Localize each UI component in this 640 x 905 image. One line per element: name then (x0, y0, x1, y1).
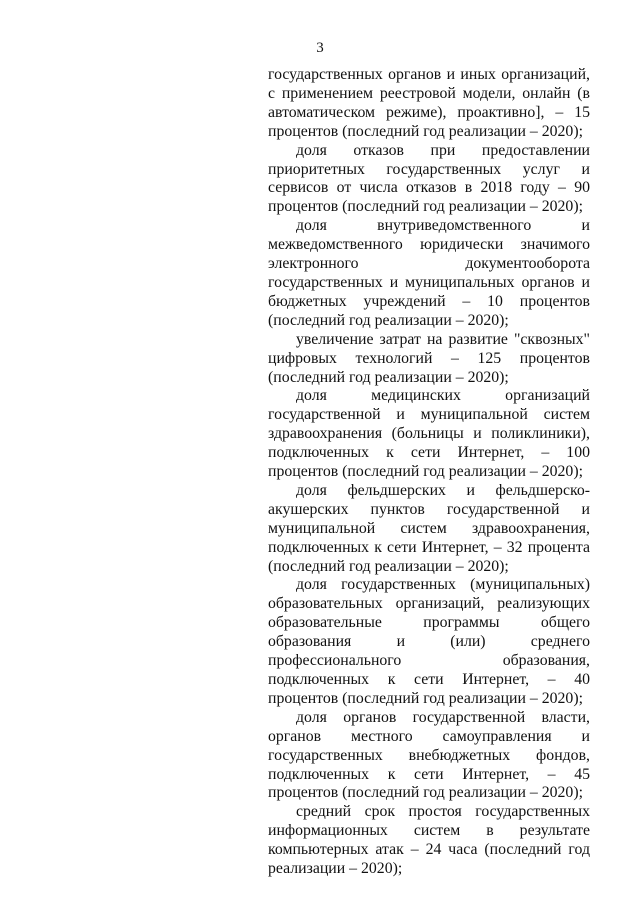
paragraph-downtime-average: средний срок простоя государственных информационных систем в результате компьютерных атак – 24 часа (последний год реализации – 2020); (268, 803, 590, 878)
paragraph-medical-orgs-share: доля медицинских организаций государственной и муниципальной систем здравоохранения (больницы и поликлиники), подключенных к сети Интернет, – 100 процентов (последний год реализации – 2020); (268, 387, 590, 481)
paragraph-document-flow-share: доля внутриведомственного и межведомственного юридически значимого электронного документооборота государственных и муниципальных органов и бюджетных учреждений – 10 процентов (последний год реализации – 2020); (268, 217, 590, 329)
paragraph-feldsher-points-share: доля фельдшерских и фельдшерско-акушерских пунктов государственной и муниципальной систем здравоохранения, подключенных к сети Интернет, – 32 процента (последний год реализации – 2020); (268, 481, 590, 575)
document-body (268, 66, 590, 879)
paragraph-educational-orgs-share: доля государственных (муниципальных) образовательных организаций, реализующих образовательные программы общего образования и (или) среднего профессионального образования, подключенных к сети Интернет, – 40 процентов (последний год реализации – 2020); (268, 576, 590, 707)
paragraph-end-to-end-tech-costs: увеличение затрат на развитие "сквозных" цифровых технологий – 125 процентов (последний год реализации – 2020); (268, 330, 590, 386)
paragraph-refusals-share: доля отказов при предоставлении приоритетных государственных услуг и сервисов от числа отказов в 2018 году – 90 процентов (последний год реализации – 2020); (268, 141, 590, 216)
paragraph-continuation: государственных органов и иных организаций, с применением реестровой модели, онлайн (в автоматическом режиме), проактивно], – 15 процентов (последний год реализации – 2020); (268, 66, 590, 140)
page-number: 3 (316, 40, 324, 56)
paragraph-government-bodies-share: доля органов государственной власти, органов местного самоуправления и государственных внебюджетных фондов, подключенных к сети Интернет, – 45 процентов (последний год реализации – 2020); (268, 708, 590, 802)
